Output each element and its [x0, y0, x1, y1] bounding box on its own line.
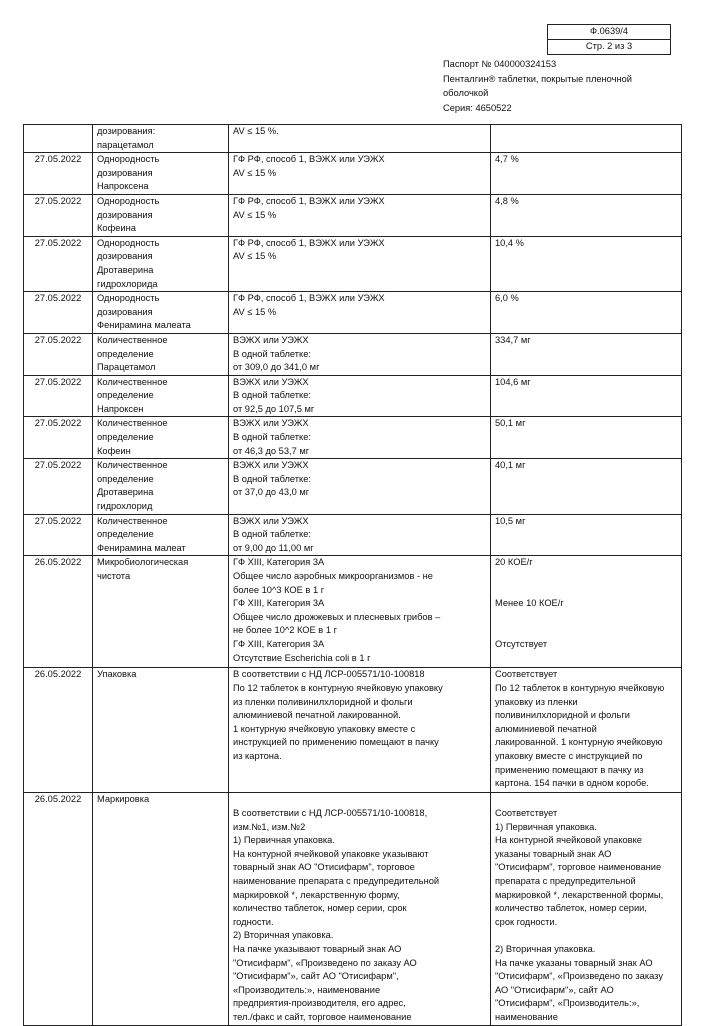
- table-row: [24, 333, 682, 375]
- passport-number: Паспорт № 040000324153: [443, 59, 557, 69]
- row-test-name: дозирования: парацетамол: [93, 125, 229, 153]
- row-result: 6,0 %: [491, 292, 682, 334]
- row-specification: AV ≤ 15 %.: [229, 125, 491, 153]
- form-code: Ф.0639/4: [548, 25, 671, 40]
- test-results-table: [23, 124, 682, 1026]
- row-test-name: Количественное определение Дротаверина гидрохлорид: [93, 459, 229, 514]
- row-result: Соответствует 1) Первичная упаковка. На контурной ячейковой упаковке указаны товарный знак АО "Отисифарм", торговое наименование препарата с предупредительной маркировкой *, лекарственной формы, количество таблеток, номер серии, срок годности. 2) Вторичная упаковка. На пачке указаны товарный знак АО "Отисифарм", «Произведено по заказу АО "Отисифарм"», сайт АО "Отисифарм", «Производитель:», наименование: [491, 793, 682, 1025]
- row-date: 27.05.2022: [24, 194, 93, 236]
- table-row: [24, 459, 682, 514]
- row-test-name: Однородность дозирования Фенирамина малеата: [93, 292, 229, 334]
- row-result: 10,4 %: [491, 236, 682, 291]
- row-date: 26.05.2022: [24, 793, 93, 1025]
- row-date: 27.05.2022: [24, 375, 93, 417]
- table-row: [24, 417, 682, 459]
- product-name-line2: оболочкой: [443, 88, 489, 98]
- passport-header: [443, 57, 683, 115]
- table-row: [24, 194, 682, 236]
- row-date: [24, 125, 93, 153]
- row-date: 26.05.2022: [24, 556, 93, 668]
- page-number: Стр. 2 из 3: [548, 40, 671, 55]
- row-specification: ГФ РФ, способ 1, ВЭЖХ или УЭЖХ AV ≤ 15 %: [229, 292, 491, 334]
- row-result: 40,1 мг: [491, 459, 682, 514]
- row-date: 27.05.2022: [24, 417, 93, 459]
- series-number: Серия: 4650522: [443, 102, 512, 113]
- row-test-name: Микробиологическая чистота: [93, 556, 229, 668]
- row-date: 27.05.2022: [24, 292, 93, 334]
- row-result: 334,7 мг: [491, 333, 682, 375]
- row-date: 27.05.2022: [24, 459, 93, 514]
- row-date: 26.05.2022: [24, 668, 93, 793]
- row-result: 10,5 мг: [491, 514, 682, 556]
- row-test-name: Упаковка: [93, 668, 229, 793]
- row-specification: ВЭЖХ или УЭЖХ В одной таблетке: от 309,0 до 341,0 мг: [229, 333, 491, 375]
- row-result: 104,6 мг: [491, 375, 682, 417]
- row-specification: ВЭЖХ или УЭЖХ В одной таблетке: от 92,5 до 107,5 мг: [229, 375, 491, 417]
- table-row: [24, 556, 682, 668]
- row-specification: ГФ РФ, способ 1, ВЭЖХ или УЭЖХ AV ≤ 15 %: [229, 194, 491, 236]
- row-result: [491, 125, 682, 153]
- row-test-name: Однородность дозирования Дротаверина гидрохлорида: [93, 236, 229, 291]
- row-result: 50,1 мг: [491, 417, 682, 459]
- table-row: [24, 793, 682, 1025]
- row-test-name: Однородность дозирования Напроксена: [93, 153, 229, 195]
- row-test-name: Количественное определение Парацетамол: [93, 333, 229, 375]
- row-specification: ВЭЖХ или УЭЖХ В одной таблетке: от 37,0 до 43,0 мг: [229, 459, 491, 514]
- row-date: 27.05.2022: [24, 236, 93, 291]
- row-result: 4,8 %: [491, 194, 682, 236]
- form-code-box: [547, 24, 671, 55]
- row-specification: ГФ XIII, Категория 3А Общее число аэробных микроорганизмов - не более 10^3 КОЕ в 1 г ГФ XIII, Категория 3А Общее число дрожжевых и плесневых грибов – не более 10^2 КОЕ в 1 г ГФ XIII, Категория 3А Отсутствие Escherichia coli в 1 г: [229, 556, 491, 668]
- row-specification: ВЭЖХ или УЭЖХ В одной таблетке: от 9,00 до 11,00 мг: [229, 514, 491, 556]
- row-result: Соответствует По 12 таблеток в контурную ячейковую упаковку из пленки поливинилхлоридной и фольги алюминиевой печатной лакированной. 1 контурную ячейковую упаковку вместе с инструкцией по применению помещают в пачку из картона. 154 пачки в одном коробе.: [491, 668, 682, 793]
- row-date: 27.05.2022: [24, 514, 93, 556]
- row-test-name: Количественное определение Фенирамина малеат: [93, 514, 229, 556]
- table-row: [24, 236, 682, 291]
- row-specification: В соответствии с НД ЛСР-005571/10-100818, изм.№1, изм.№2 1) Первичная упаковка. На контурной ячейковой упаковке указывают товарный знак АО "Отисифарм", торговое наименование препарата с предупредительной маркировкой *, лекарственную форму, количество таблеток, номер серии, срок годности. 2) Вторичная упаковка. На пачке указывают товарный знак АО "Отисифарм", «Произведено по заказу АО "Отисифарм"», сайт АО "Отисифарм", «Производитель:», наименование предприятия-производителя, его адрес, тел./факс и сайт, торговое наименование: [229, 793, 491, 1025]
- table-row: [24, 514, 682, 556]
- table-row: [24, 153, 682, 195]
- table-row: [24, 125, 682, 153]
- row-test-name: Однородность дозирования Кофеина: [93, 194, 229, 236]
- row-test-name: Количественное определение Кофеин: [93, 417, 229, 459]
- row-specification: ГФ РФ, способ 1, ВЭЖХ или УЭЖХ AV ≤ 15 %: [229, 153, 491, 195]
- row-specification: В соответствии с НД ЛСР-005571/10-100818 По 12 таблеток в контурную ячейковую упаковку из пленки поливинилхлоридной и фольги алюминиевой печатной лакированной. 1 контурную ячейковую упаковку вместе с инструкцией по применению помещают в пачку из картона.: [229, 668, 491, 793]
- row-result: 20 КОЕ/г Менее 10 КОЕ/г Отсутствует: [491, 556, 682, 668]
- product-name-line1: Пенталгин® таблетки, покрытые пленочной: [443, 73, 632, 84]
- row-specification: ГФ РФ, способ 1, ВЭЖХ или УЭЖХ AV ≤ 15 %: [229, 236, 491, 291]
- table-row: [24, 668, 682, 793]
- row-specification: ВЭЖХ или УЭЖХ В одной таблетке: от 46,3 до 53,7 мг: [229, 417, 491, 459]
- row-date: 27.05.2022: [24, 333, 93, 375]
- table-row: [24, 375, 682, 417]
- row-date: 27.05.2022: [24, 153, 93, 195]
- row-test-name: Количественное определение Напроксен: [93, 375, 229, 417]
- table-row: [24, 292, 682, 334]
- row-result: 4,7 %: [491, 153, 682, 195]
- row-test-name: Маркировка: [93, 793, 229, 1025]
